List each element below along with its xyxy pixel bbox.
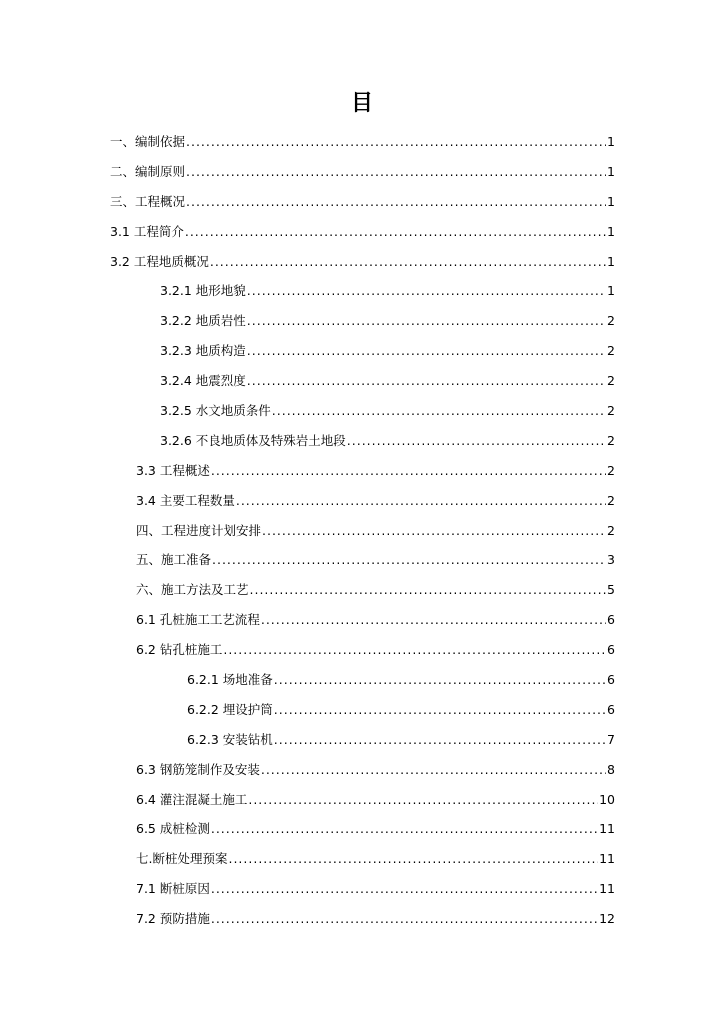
toc-entry-row — [187, 730, 724, 748]
toc-entry-title: 7.2 预防措施 — [136, 911, 210, 927]
toc-dot-leader — [247, 373, 606, 388]
toc-entry[interactable] — [0, 305, 724, 335]
toc-page-number: 2 — [607, 343, 615, 359]
toc-dot-leader — [261, 762, 606, 777]
toc-entry[interactable] — [0, 216, 724, 246]
toc-entry[interactable] — [0, 664, 724, 694]
toc-entry-title: 6.2.2 埋设护筒 — [187, 701, 273, 717]
toc-entry-title: 6.4 灌注混凝土施工 — [136, 791, 248, 807]
toc-page-number: 1 — [607, 253, 615, 269]
toc-entry-title: 七.断桩处理预案 — [136, 851, 228, 867]
toc-dot-leader — [211, 911, 598, 926]
toc-dot-leader — [185, 224, 606, 239]
toc-entry-title: 三、工程概况 — [110, 193, 186, 209]
toc-page-number: 3 — [607, 552, 615, 568]
toc-entry-row — [136, 909, 724, 927]
toc-entry-row — [160, 281, 724, 299]
toc-entry[interactable] — [0, 485, 724, 515]
toc-entry[interactable] — [0, 784, 724, 814]
toc-entry[interactable] — [0, 634, 724, 664]
toc-entry-title: 二、编制原则 — [110, 163, 186, 179]
toc-dot-leader — [272, 403, 606, 418]
toc-entry-title: 6.1 孔桩施工工艺流程 — [136, 612, 260, 628]
toc-entry-title: 3.2.4 地震烈度 — [160, 373, 246, 389]
toc-entry[interactable] — [0, 604, 724, 634]
toc-entry-title: 6.5 成桩检测 — [136, 821, 210, 837]
toc-entry-title: 3.2 工程地质概况 — [110, 253, 209, 269]
toc-dot-leader — [261, 612, 606, 627]
toc-list — [0, 126, 724, 933]
toc-entry-row — [136, 849, 724, 867]
toc-entry-row — [160, 311, 724, 329]
toc-page-number: 1 — [607, 163, 615, 179]
toc-entry[interactable] — [0, 544, 724, 574]
toc-dot-leader — [247, 283, 606, 298]
toc-page-number: 10 — [599, 791, 615, 807]
toc-page-number: 2 — [607, 373, 615, 389]
toc-entry[interactable] — [0, 515, 724, 545]
toc-dot-leader — [186, 164, 606, 179]
toc-page-number: 2 — [607, 432, 615, 448]
toc-entry-title: 五、施工准备 — [136, 552, 212, 568]
toc-entry[interactable] — [0, 156, 724, 186]
toc-entry[interactable] — [0, 365, 724, 395]
toc-entry-row — [136, 640, 724, 658]
toc-dot-leader — [211, 463, 606, 478]
toc-title: 目 — [350, 91, 373, 116]
toc-page-number: 11 — [599, 851, 615, 867]
toc-entry-row — [160, 371, 724, 389]
toc-entry[interactable] — [0, 873, 724, 903]
toc-entry-row — [110, 252, 724, 270]
toc-entry-title: 六、施工方法及工艺 — [136, 582, 249, 598]
toc-entry-row — [136, 491, 724, 509]
toc-page-number: 2 — [607, 522, 615, 538]
toc-entry[interactable] — [0, 754, 724, 784]
toc-entry-title: 3.2.5 水文地质条件 — [160, 402, 271, 418]
toc-dot-leader — [248, 792, 598, 807]
toc-entry[interactable] — [0, 126, 724, 156]
toc-entry-title: 一、编制依据 — [110, 133, 186, 149]
toc-entry-title: 6.2 钻孔桩施工 — [136, 642, 223, 658]
toc-entry[interactable] — [0, 395, 724, 425]
toc-entry-row — [136, 819, 724, 837]
toc-entry-row — [160, 341, 724, 359]
toc-dot-leader — [223, 642, 606, 657]
toc-entry[interactable] — [0, 903, 724, 933]
toc-entry[interactable] — [0, 186, 724, 216]
toc-entry-row — [187, 700, 724, 718]
toc-page-number: 2 — [607, 313, 615, 329]
toc-page-number: 2 — [607, 462, 615, 478]
toc-page-number: 1 — [607, 193, 615, 209]
toc-page-number: 12 — [599, 911, 615, 927]
toc-entry-row — [160, 401, 724, 419]
toc-entry-title: 6.2.1 场地准备 — [187, 671, 273, 687]
toc-entry-title: 3.3 工程概述 — [136, 462, 210, 478]
toc-page-number: 2 — [607, 492, 615, 508]
toc-page-number: 6 — [607, 671, 615, 687]
toc-dot-leader — [274, 702, 606, 717]
toc-entry[interactable] — [0, 335, 724, 365]
toc-entry-row — [187, 670, 724, 688]
toc-page-number: 1 — [607, 133, 615, 149]
toc-page-number: 8 — [607, 761, 615, 777]
toc-entry-row — [136, 879, 724, 897]
toc-entry-title: 6.2.3 安装钻机 — [187, 731, 273, 747]
toc-page-number: 5 — [607, 582, 615, 598]
toc-dot-leader — [347, 433, 606, 448]
toc-entry[interactable] — [0, 455, 724, 485]
toc-entry-title: 6.3 钢筋笼制作及安装 — [136, 761, 260, 777]
toc-entry[interactable] — [0, 574, 724, 604]
toc-entry-title: 3.2.2 地质岩性 — [160, 313, 246, 329]
toc-page-number: 7 — [607, 731, 615, 747]
toc-entry-row — [136, 610, 724, 628]
toc-dot-leader — [262, 523, 606, 538]
toc-entry-title: 3.4 主要工程数量 — [136, 492, 235, 508]
toc-entry[interactable] — [0, 813, 724, 843]
toc-entry-row — [136, 790, 724, 808]
toc-entry-row — [110, 192, 724, 210]
toc-entry[interactable] — [0, 246, 724, 276]
toc-page-number: 11 — [599, 821, 615, 837]
toc-dot-leader — [228, 851, 598, 866]
toc-entry-row — [136, 760, 724, 778]
toc-page-number: 2 — [607, 402, 615, 418]
toc-page-number: 11 — [599, 881, 615, 897]
toc-page-number: 6 — [607, 701, 615, 717]
toc-entry-row — [136, 580, 724, 598]
toc-dot-leader — [211, 821, 598, 836]
toc-entry[interactable] — [0, 694, 724, 724]
toc-dot-leader — [212, 552, 606, 567]
toc-dot-leader — [186, 134, 606, 149]
toc-page-number: 1 — [607, 223, 615, 239]
toc-dot-leader — [211, 881, 598, 896]
toc-entry-row — [110, 132, 724, 150]
toc-entry-title: 3.1 工程简介 — [110, 223, 184, 239]
toc-entry-row — [110, 222, 724, 240]
toc-entry[interactable] — [0, 425, 724, 455]
toc-entry-title: 3.2.6 不良地质体及特殊岩土地段 — [160, 432, 346, 448]
toc-entry-row — [136, 521, 724, 539]
toc-entry-row — [136, 461, 724, 479]
toc-dot-leader — [210, 254, 606, 269]
toc-entry[interactable] — [0, 724, 724, 754]
toc-entry-title: 四、工程进度计划安排 — [136, 522, 262, 538]
toc-dot-leader — [274, 672, 606, 687]
toc-dot-leader — [274, 732, 606, 747]
toc-entry-row — [160, 431, 724, 449]
toc-page-number: 6 — [607, 642, 615, 658]
toc-dot-leader — [250, 582, 607, 597]
toc-entry[interactable] — [0, 843, 724, 873]
toc-dot-leader — [247, 343, 606, 358]
toc-entry-row — [136, 550, 724, 568]
toc-page-number: 6 — [607, 612, 615, 628]
toc-entry-title: 3.2.1 地形地貌 — [160, 283, 246, 299]
toc-page-number: 1 — [607, 283, 615, 299]
toc-dot-leader — [186, 194, 606, 209]
toc-dot-leader — [247, 313, 606, 328]
toc-dot-leader — [236, 493, 606, 508]
toc-entry[interactable] — [0, 275, 724, 305]
toc-entry-row — [110, 162, 724, 180]
toc-entry-title: 3.2.3 地质构造 — [160, 343, 246, 359]
toc-entry-title: 7.1 断桩原因 — [136, 881, 210, 897]
